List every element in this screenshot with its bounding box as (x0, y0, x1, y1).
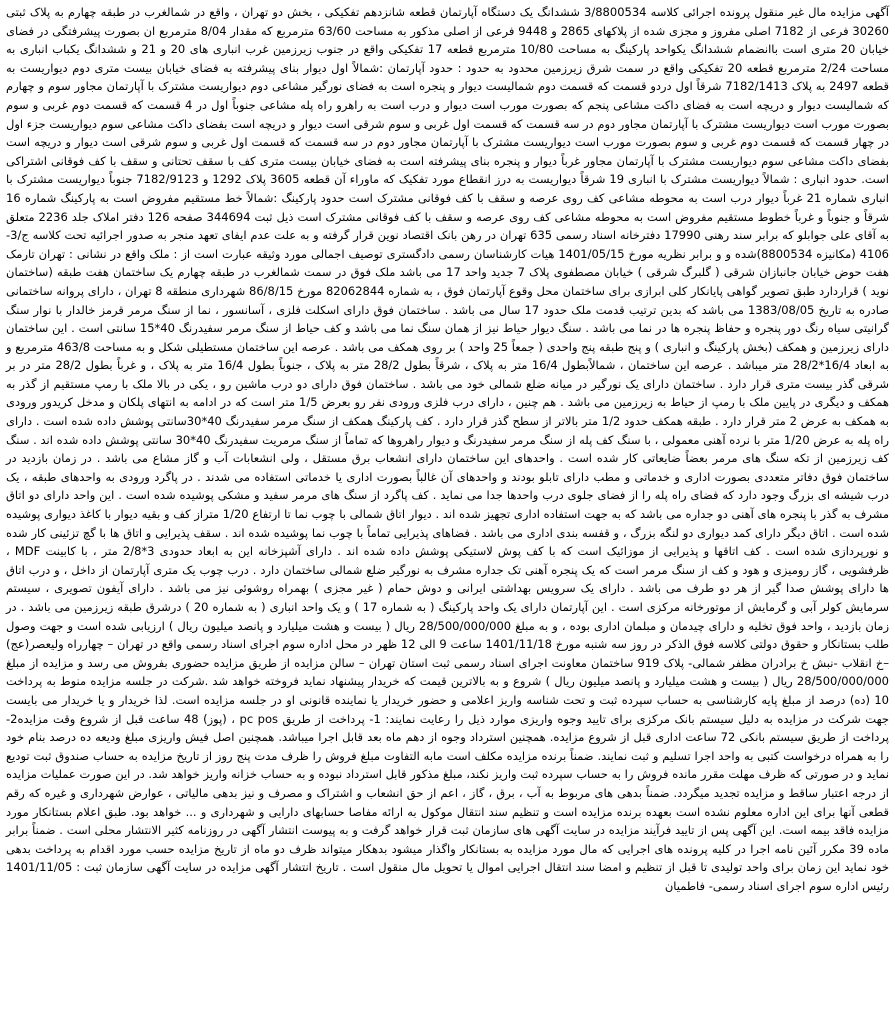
auction-notice-text: آگهی مزایده مال غیر منقول پرونده اجرائی کلاسه 3/8800534 ششدانگ یک دستگاه آپارتمان قطعه شانزدهم تفکیکی ، بخش دو تهران ، واقع در شمالغرب در طبقه چهارم به پلاک ثبتی 30260 فرعی از 7182 اصلی مفروز و مجزی شده از پلاکهای 2865 و 9448 فرعی از اصلی مذکور به مساحت 63/60 مترمربع که مقدار 8/04 مترمربع ان بصورت پیشرفتگی در فضای خیابان 20 متری است باانضمام ششدانگ یکواحد پارکینگ به مساحت 10/80 مترمربع قطعه 17 تفکیکی واقع در جنوب زیرزمین غرب انباری های 20 و 21 و ششدانگ یکباب انباری به مساحت 2/24 مترمربع قطعه 20 تفکیکی واقع در سمت شرق زیرزمین محدود به حدود : حدود آپارتمان :شمالاً اول دیوار بنای پیشرفته به فضای خیابان بیست متری دوم دیواریست به قطعه 2497 به پلاک 7182/1413 شرقاً اول دردو قسمت که قسمت دوم شمالیست دیوار و پنجره است به فضای نورگیر مشاعی دوم دیواریست مشترک با آپارتمان مجاور سوم و چهارم که شمالیست دیوار و دریچه است به فضای داکت مشاعی پنجم که بصورت مورب است دیوار و درب است به راهرو راه پله مشاعی جنوباً اول در 4 قسمت که قسمت دوم غربی و سوم بصورت مورب است دیواریست مشترک با آپارتمان مجاور دوم در سه قسمت که قسمت اول غربی و سوم شرقی است دیوار و دریچه است بفضای داکت مشاعی سوم دیواریست جزء اول در چهار قسمت که قسمت دوم غربی و سوم بصورت مورب است دیواریست مشترک با آپارتمان مجاور دوم در سه قسمت که قسمت اول غربی و سوم شرقی است دیوار و دریچه است بفضای داکت مشاعی سوم دیواریست مشترک با آپارتمان مجاور غرباً دیوار و پنجره بنای پیشرفته است به فضای خیابان بیست متری کف با سقف تحتانی و سقف با کف فوقانی اشتراکی است. حدود انباری : شمالاً دیواریست مشترک با انباری 19 شرقاً دیواریست به درز انقطاع مورد تفکیک که ماوراء آن قطعه 3605 پلاک 1292 و 7182/9123 جنوباً دیواریست مشترک با انباری شماره 21 غرباً دیوار درب است به محوطه مشاعی کف روی عرصه و سقف با کف فوقانی مشترک است حدود پارکینگ :شمالاً خط مستقیم مفروض است به پارکینگ شماره 16 شرقاً و جنوباً و غرباً خطوط مستقیم مفروض است به محوطه مشاعی کف روی عرصه و سقف با کف فوقانی مشترک است ذیل ثبت 344694 صفحه 126 دفتر املاک جلد 2236 متعلق به آقای علی جوابلو که برابر سند رهنی 17990 دفترخانه اسناد رسمی 635 تهران در رهن بانک اقتصاد نوین قرار گرفته و به علت عدم ایفای تعهد منجر به صدور اجرائیه تحت کلاسه ج/3-4106 (مکانیزه 8800534)شده و و برابر نظریه مورخ 1401/05/15 هیات کارشناسان رسمی دادگستری توصیف اجمالی مورد وثیقه عبارت است از : ملک واقع در نشانی : تهران تارمک هفت حوض خیابان جانبازان شرقی ( گلبرگ شرقی ) خیابان مصطفوی پلاک 7 جدید واحد 17 می باشد ملک فوق در سمت شمالغرب در طبقه چهارم یک ساختمان هفت طبقه (ساختمان نوید ) قراردارد طبق تصویر گواهی پایانکار کلی ابرازی برای ساختمان محل وقوع آپارتمان فوق ، به شماره 82062844 مورخ 86/8/15 شهرداری منطقه 8 تهران ، دارای پروانه ساختمانی صادره به تاریخ 1383/08/05 می باشد که بدین ترتیب قدمت ملک حدود 17 سال می باشد . ساختمان فوق دارای اسکلت فلزی ، آسانسور ، نما از سنگ مرمر قرمز خالدار با نوار سنگ گرانیتی سیاه رنگ دور پنجره و حفاظ پنجره ها در نما می باشد . سنگ دیوار حیاط نیز از همان سنگ نما می باشد و کف حیاط از سنگ مرمر سفیدرنگ 40*15 سانتی است . این ساختمان دارای زیرزمین و همکف (بخش پارکینگ و انباری ) و پنج طبقه پنج واحدی ( جمعاً 25 واحد ) بر روی همکف می باشد . عرصه این ساختمان مستطیلی شکل و به مساحت 463/8 مترمربع و به ابعاد 16/4*28/2 متر میباشد . عرصه این ساختمان ، شمالاًبطول 16/4 متر به پلاک ، شرقاً بطول 28/2 متر به پلاک ، جنوباً بطول 16/4 متر به پلاک ، و غرباً بطول 28/2 متر در بر شرقی گذر بیست متری قرار دارد . ساختمان دارای یک نورگیر در میانه ضلع شمالی خود می باشد . ساختمان فوق دارای دو درب ماشین رو ، یکی در بالا ملک با رمپ مستقیم از گذر به همکف و دیگری در پایین ملک با رمپ از حیاط به زیرزمین می باشد . هم چنین ، دارای درب فلزی ورودی نفر رو بعرض 1/5 متر است که در ادامه به انتهای پلکان و مدخل کریدور ورودی به همکف به عرض 2 متر قرار دارد . طبقه همکف حدود 1/2 متر بالاتر از سطح گذر قرار دارد . کف پارکینگ همکف از سنگ مرمر سفیدرنگ 40*30سانتی پوشش داده شده است . دارای راه پله به عرض 1/20 متر با نرده آهنی معمولی ، با سنگ کف پله از سنگ مرمر سفیدرنگ و دیوار راهروها که تماماً از سنگ مرمریت سفیدرنگ 40*30 سانتی پوشش داده شده اند . سنگ کف زیرزمین از تکه سنگ های مرمر بعضاً ضایعاتی کار شده است . واحدهای این ساختمان دارای انشعاب برق مستقل ، ولی انشعابات آب و گاز مشاع می باشد . در زمان بازدید در ساختمان فوق دفاتر متعددی بصورت اداری و خدماتی و مطب دارای تابلو بودند و واحدهای آن غالباً بصورت اداری یا خدماتی استفاده می شدند . در پاگرد ورودی به واحدهای طبقه ، یک درب شیشه ای بزرگ وجود دارد که فضای راه پله را از فضای جلوی درب واحدها جدا می نماید . کف پاگرد از سنگ های مرمر سفید و مشکی پوشیده شده است . این واحد دارای دو اتاق مشرف به گذر با پنجره های آهنی دو جداره می باشد که به جهت استفاده اداری تجهیز شده اند . دیوار اتاق شمالی با چوب نما تا ارتفاع 1/20 متراز کف و بقیه دیوار با کاغذ دیواری پوشیده شده است . اتاق دیگر دارای کمد دیواری دو لنگه بزرگ ، و قفسه بندی اداری می باشد . فضاهای پذیرایی تماماً با چوب نما پوشیده شده اند . سقف پذیرایی و اتاق ها با گچ تزئینی کار شده و نورپردازی شده است . کف اتاقها و پذیرایی از موزائیک است که با کف پوش لاستیکی پوشش داده شده اند . دارای آشپزخانه این به ابعاد حدودی 3*2/8 متر ، با کابینت MDF ، ظرفشویی ، گاز رومیزی و هود و کف از سنگ مرمر است که یک پنجره آهنی تک جداره مشرف به نورگیر ضلع شمالی ساختمان دارد . درب چوب یک متری آپارتمان از داخل ، و درب اتاق ها دارای پوشش صدا گیر از هر دو طرف می باشد . دارای یک سرویس بهداشتی ایرانی و دوش حمام ( غیر مجزی ) بهمراه روشوئی نیز می باشد . دارای آیفون تصویری ، سیستم سرمایش کولر آبی و گرمایش از موتورخانه مرکزی است . این آپارتمان دارای یک واحد پارکینگ ( به شماره 17 ) و یک واحد انباری ( به شماره 20 ) درشرق طبقه زیرزمین می باشد . در زمان بازدید ، واحد فوق تخلیه و دارای چیدمان و مبلمان اداری بوده ، و به مبلغ 28/500/000/000 ریال ( بیست و هشت میلیارد و پانصد میلیون ریال ) ارزیابی شده است و جهت وصول طلب بستانکار و حقوق دولتی کلاسه فوق الذکر در روز سه شنبه مورخ 1401/11/18 ساعت 9 الی 12 ظهر در محل اداره سوم اجرای اسناد رسمی واقع در تهران – چهارراه ولیعصر(عج) –خ انقلاب -نبش خ برادران مظفر شمالی- پلاک 919 ساختمان معاونت اجرای اسناد رسمی ثبت استان تهران – سالن مزایده از طریق مزایده حضوری بفروش می رسد و مزایده از مبلغ 28/500/000/000 ریال ( بیست و هشت میلیارد و پانصد میلیون ریال ) شروع و به بالاترین قیمت که خریدار پیشنهاد نماید فروخته خواهد شد .شرکت در جلسه مزایده منوط به پرداخت 10 (ده) درصد از مبلغ پایه کارشناسی به حساب سپرده ثبت و تحت شناسه واریز اعلامی و حضور خریدار یا نماینده قانونی او در جلسه مزایده است. لذا خریدار و یا خریدار می بایست جهت شرکت در مزایده به دلیل سیستم بانک مرکزی برای تایید وجوه واریزی موارد ذیل را رعایت نمایند: 1- پرداخت از طریق pc pos ، (پوز) 48 ساعت قبل از شروع وقت مزایده2- پرداخت از طریق سیستم بانکی 72 ساعت اداری قبل از شروع مزایده. همچنین استرداد وجوه از دهم ماه بعد قابل اجرا میباشد. همچنین اصل فیش واریزی مبلغ ودیعه ده درصد بنام خود را به همراه درخواست کتبی به واحد اجرا تسلیم و ثبت نمایند. ضمناً برنده مزایده مکلف است مابه التفاوت مبلغ فروش را ظرف مدت پنج روز از تاریخ مزایده به حساب صندوق ثبت تودیع نماید و در صورتی که ظرف مهلت مقرر مانده فروش را به حساب سپرده ثبت واریز نکند، مبلغ مذکور قابل استرداد نبوده و به حساب خزانه واریز خواهد شد. در این صورت عملیات مزایده از درجه اعتبار ساقط و مزایده تجدید میگردد. ضمناً بدهی های مربوط به آب ، برق ، گاز ، اعم از حق انشعاب و اشتراک و مصرف و نیز بدهی مالیاتی ، عوارض شهرداری و غیره که رقم قطعی آنها برای این اداره معلوم نشده است بعهده برنده مزایده است و تنظیم سند انتقال موکول به ارائه مفاصا حسابهای دارایی و شهرداری و ... خواهد بود. طبق اعلام بستانکار مورد مزایده فاقد بیمه است. این آگهی پس از تایید فرآیند مزایده در سایت آگهی های سازمان ثبت قرار خواهد گرفت و به پیوست انتشار آگهی در روزنامه کثیر الانتشار محلی است . ضمناً برابر ماده 39 مکرر آئین نامه اجرا در کلیه پرونده های اجرایی که مال مورد مزایده به بستانکار واگذار میشود بدهکار میتواند ظرف دو ماه از تاریخ مزایده حسب مورد اقدام به پرداخت بدهی خود نماید این زمان برای واحد تولیدی تا قبل از تنظیم و امضا سند انتقال اجرایی اموال یا تحویل مال منقول است . تاریخ انتشار آگهی مزایده در سایت آگهی سازمان ثبت : 1401/11/05 رئیس اداره سوم اجرای اسناد رسمی- فاطمیان (6, 5, 890, 893)
